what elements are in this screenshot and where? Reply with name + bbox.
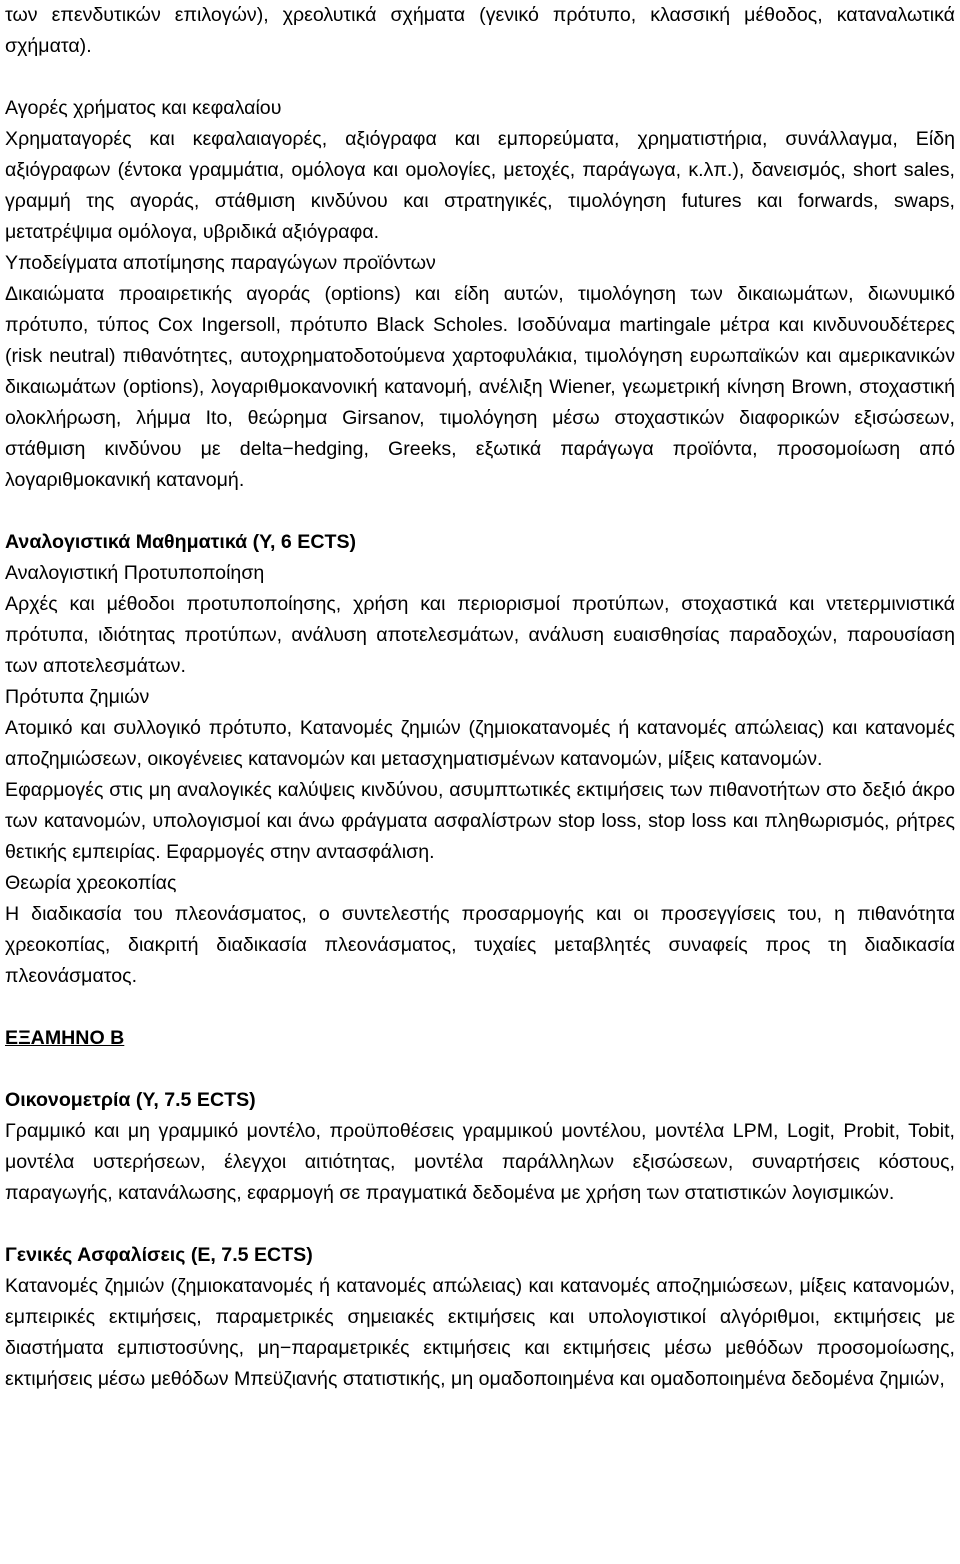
paragraph: Αναλογιστική Προτυποποίηση [5,562,265,584]
course-heading: Γενικές Ασφαλίσεις (Ε, 7.5 ECTS) [5,1244,313,1266]
paragraph-gap [5,1209,955,1240]
paragraph: των επενδυτικών επιλογών), χρεολυτικά σχήματα (γενικό πρότυπο, κλασσική μέθοδος, καταναλωτικά σχήματα). [5,4,955,57]
paragraph: Γραμμικό και μη γραμμικό μοντέλο, προϋποθέσεις γραμμικού μοντέλου, μοντέλα LPM, Logit, Probit, Tobit, μοντέλα υστερήσεων, έλεγχοι αιτιότητας, μοντέλα παράλληλων εξισώσεων, συναρτήσεις κόστους, παραγωγής, κατανάλωσης, εφαρμογή σε πραγματικά δεδομένα με χρήση των στατιστικών λογισμικών. [5,1120,955,1204]
paragraph: Πρότυπα ζημιών [5,686,150,708]
paragraph: Η διαδικασία του πλεονάσματος, ο συντελεστής προσαρμογής και οι προσεγγίσεις του, η πιθανότητα χρεοκοπίας, διακριτή διαδικασία πλεονάσματος, τυχαίες μεταβλητές συναφείς προς τη διαδικασία πλεονάσματος. [5,903,955,987]
paragraph: Χρηματαγορές και κεφαλαιαγορές, αξιόγραφα και εμπορεύματα, χρηματιστήρια, συνάλλαγμα, Είδη αξιόγραφων (έντοκα γραμμάτια, ομόλογα και ομολογίες, μετοχές, παράγωγα, κ.λπ.), δανεισμός, short sales, γραμμή της αγοράς, στάθμιση κινδύνου και στρατηγικές, τιμολόγηση futures και forwards, swaps, μετατρέψιμα ομόλογα, υβριδικά αξιόγραφα. [5,128,955,243]
paragraph: Υποδείγματα αποτίμησης παραγώγων προϊόντων [5,252,436,274]
paragraph: Αρχές και μέθοδοι προτυποποίησης, χρήση και περιορισμοί προτύπων, στοχαστικά και ντετερμινιστικά πρότυπα, ιδιότητας προτύπων, ανάλυση αποτελεσμάτων, ανάλυση ευαισθησίας παραδοχών, παρουσίαση των αποτελεσμάτων. [5,593,955,677]
paragraph: Ατομικό και συλλογικό πρότυπο, Κατανομές ζημιών (ζημιοκατανομές ή κατανομές απώλειας) και κατανομές αποζημιώσεων, οικογένειες κατανομών και μετασχηματισμένων κατανομών, μίξεις κατανομών. [5,717,955,770]
paragraph-gap [5,992,955,1023]
paragraph-gap [5,1054,955,1085]
course-heading: Οικονομετρία (Υ, 7.5 ECTS) [5,1089,256,1111]
paragraph: Αγορές χρήματος και κεφαλαίου [5,97,282,119]
paragraph-gap [5,62,955,93]
paragraph: Δικαιώματα προαιρετικής αγοράς (options) και είδη αυτών, τιμολόγηση των δικαιωμάτων, διωνυμικό πρότυπο, τύπος Cox Ingersoll, πρότυπο Black Scholes. Ισοδύναμα martingale μέτρα και κινδυνουδέτερες (risk neutral) πιθανότητες, αυτοχρηματοδοτούμενα χαρτοφυλάκια, τιμολόγηση ευρωπαϊκών και αμερικανικών δικαιωμάτων (options), λογαριθμοκανονική κατανομή, ανέλιξη Wiener, γεωμετρική κίνηση Brown, στοχαστική ολοκλήρωση, λήμμα Ito, θεώρημα Girsanov, τιμολόγηση μέσω στοχαστικών διαφορικών εξισώσεων, στάθμιση κινδύνου με delta−hedging, Greeks, εξωτικά παράγωγα προϊόντα, προσομοίωση από λογαριθμοκανική κατανομή. [5,283,955,491]
document-page [5,0,955,1395]
paragraph: Εφαρμογές στις μη αναλογικές καλύψεις κινδύνου, ασυμπτωτικές εκτιμήσεις των πιθανοτήτων στο δεξιό άκρο των κατανομών, υπολογισμοί και άνω φράγματα ασφαλίστρων stop loss, stop loss και πληθωρισμός, ρήτρες θετικής εμπειρίας. Εφαρμογές στην αντασφάλιση. [5,779,955,863]
paragraph: Κατανομές ζημιών (ζημιοκατανομές ή κατανομές απώλειας) και κατανομές αποζημιώσεων, μίξεις κατανομών, εμπειρικές εκτιμήσεις, παραμετρικές σημειακές εκτιμήσεις και υπολογιστικοί αλγόριθμοι, εκτιμήσεις με διαστήματα εμπιστοσύνης, μη−παραμετρικές εκτιμήσεις και εκτιμήσεις μέσω μεθόδων προσομοίωσης, εκτιμήσεις μέσω μεθόδων Μπεϋζιανής στατιστικής, μη ομαδοποιημένα και ομαδοποιημένα δεδομένα ζημιών, [5,1275,955,1390]
course-heading: Αναλογιστικά Μαθηματικά (Υ, 6 ECTS) [5,531,357,553]
paragraph: Θεωρία χρεοκοπίας [5,872,177,894]
semester-heading: ΕΞΑΜΗΝΟ Β [5,1027,125,1049]
paragraph-gap [5,496,955,527]
